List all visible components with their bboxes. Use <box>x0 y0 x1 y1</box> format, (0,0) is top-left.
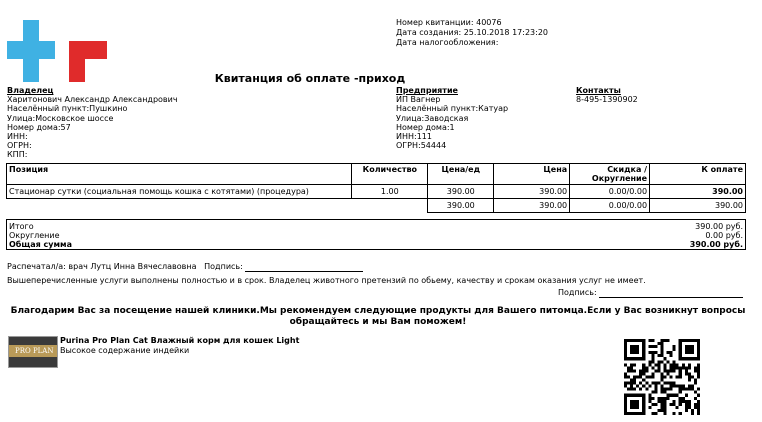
receipt-created: Дата создания: 25.10.2018 17:23:20 <box>396 28 548 37</box>
cell-pay: 390.00 <box>650 185 746 199</box>
col-unit-price: Цена/ед <box>428 164 494 185</box>
signature-label-2: Подпись: <box>558 288 597 297</box>
owner-block <box>7 86 178 160</box>
col-price: Цена <box>494 164 570 185</box>
product-name: Purina Pro Plan Cat Влажный корм для кошек Light <box>60 336 300 345</box>
company-line: ОГРН:54444 <box>396 141 447 151</box>
table-subtotal-row <box>7 199 746 213</box>
thanks-message: Благодарим Вас за посещение нашей клиники.Мы рекомендуем следующие продукты для Вашего питомца.Если у Вас возникнут вопросы обращайтесь и мы Вам поможем! <box>10 306 746 327</box>
col-discount: Скидка / Округление <box>570 164 650 185</box>
product-desc: Высокое содержание индейки <box>60 346 190 355</box>
printed-by-line <box>7 262 363 272</box>
round-value: 0.00 руб. <box>705 231 743 240</box>
owner-heading: Владелец <box>7 86 54 95</box>
product-brand-text: PRO PLAN <box>15 347 54 355</box>
product-image <box>8 336 58 368</box>
product-info <box>60 336 299 356</box>
subtotal-unit-price: 390.00 <box>428 199 494 213</box>
owner-line: ОГРН: <box>7 141 32 151</box>
company-line: Номер дома:1 <box>396 122 455 132</box>
company-heading: Предприятие <box>396 86 458 95</box>
col-quantity: Количество <box>352 164 428 185</box>
contacts-heading: Контакты <box>576 86 621 95</box>
subtotal-empty <box>7 199 352 213</box>
owner-line: Номер дома:57 <box>7 122 71 132</box>
subtotal-price: 390.00 <box>494 199 570 213</box>
owner-line: ИНН: <box>7 132 28 142</box>
owner-line: Населённый пункт:Пушкино <box>7 104 128 114</box>
services-table <box>6 163 746 213</box>
signature-label: Подпись: <box>204 262 243 271</box>
receipt-tax-date: Дата налогообложения: <box>396 38 499 47</box>
qr-code-icon <box>624 339 700 415</box>
sum-label: Общая сумма <box>9 240 72 249</box>
signature-line-2 <box>599 289 743 298</box>
contacts-phone: 8-495-1390902 <box>576 95 638 105</box>
receipt-number: Номер квитанции: 40076 <box>396 18 502 27</box>
cell-discount: 0.00/0.00 <box>570 185 650 199</box>
signature-line-2-wrap <box>558 288 743 298</box>
table-row <box>7 185 746 199</box>
owner-line: КПП: <box>7 150 28 160</box>
company-block <box>396 86 508 150</box>
table-header-row <box>7 164 746 185</box>
totals-box <box>6 219 746 250</box>
col-pay: К оплате <box>650 164 746 185</box>
owner-line: Улица:Московское шоссе <box>7 113 114 123</box>
itogo-label: Итого <box>9 222 34 231</box>
printed-by: Распечатал/а: врач Лутц Инна Вячеславовна <box>7 262 197 271</box>
contacts-block <box>576 86 638 104</box>
cell-unit-price: 390.00 <box>428 185 494 199</box>
owner-line: Харитонович Александр Александрович <box>7 95 178 105</box>
sum-value: 390.00 руб. <box>689 240 743 249</box>
company-line: ИП Вагнер <box>396 95 441 105</box>
services-note: Вышеперечисленные услуги выполнены полностью и в срок. Владелец животного претензий по обьему, качеству и срокам оказания услуг не имеет. <box>7 276 646 285</box>
company-line: ИНН:111 <box>396 132 432 142</box>
cell-position: Стационар сутки (социальная помощь кошка с котятами) (процедура) <box>7 185 352 199</box>
subtotal-discount: 0.00/0.00 <box>570 199 650 213</box>
subtotal-empty <box>352 199 428 213</box>
subtotal-pay: 390.00 <box>650 199 746 213</box>
col-position: Позиция <box>7 164 352 185</box>
company-line: Улица:Заводская <box>396 113 469 123</box>
logo-red-cross-h <box>69 41 107 59</box>
round-label: Округление <box>9 231 60 240</box>
itogo-value: 390.00 руб. <box>695 222 743 231</box>
signature-line <box>245 263 363 272</box>
logo-blue-cross-h <box>7 41 55 59</box>
page-title: Квитанция об оплате -приход <box>214 72 406 85</box>
receipt-header-info <box>396 18 548 48</box>
cell-qty: 1.00 <box>352 185 428 199</box>
cell-price: 390.00 <box>494 185 570 199</box>
company-line: Населённый пункт:Катуар <box>396 104 509 114</box>
